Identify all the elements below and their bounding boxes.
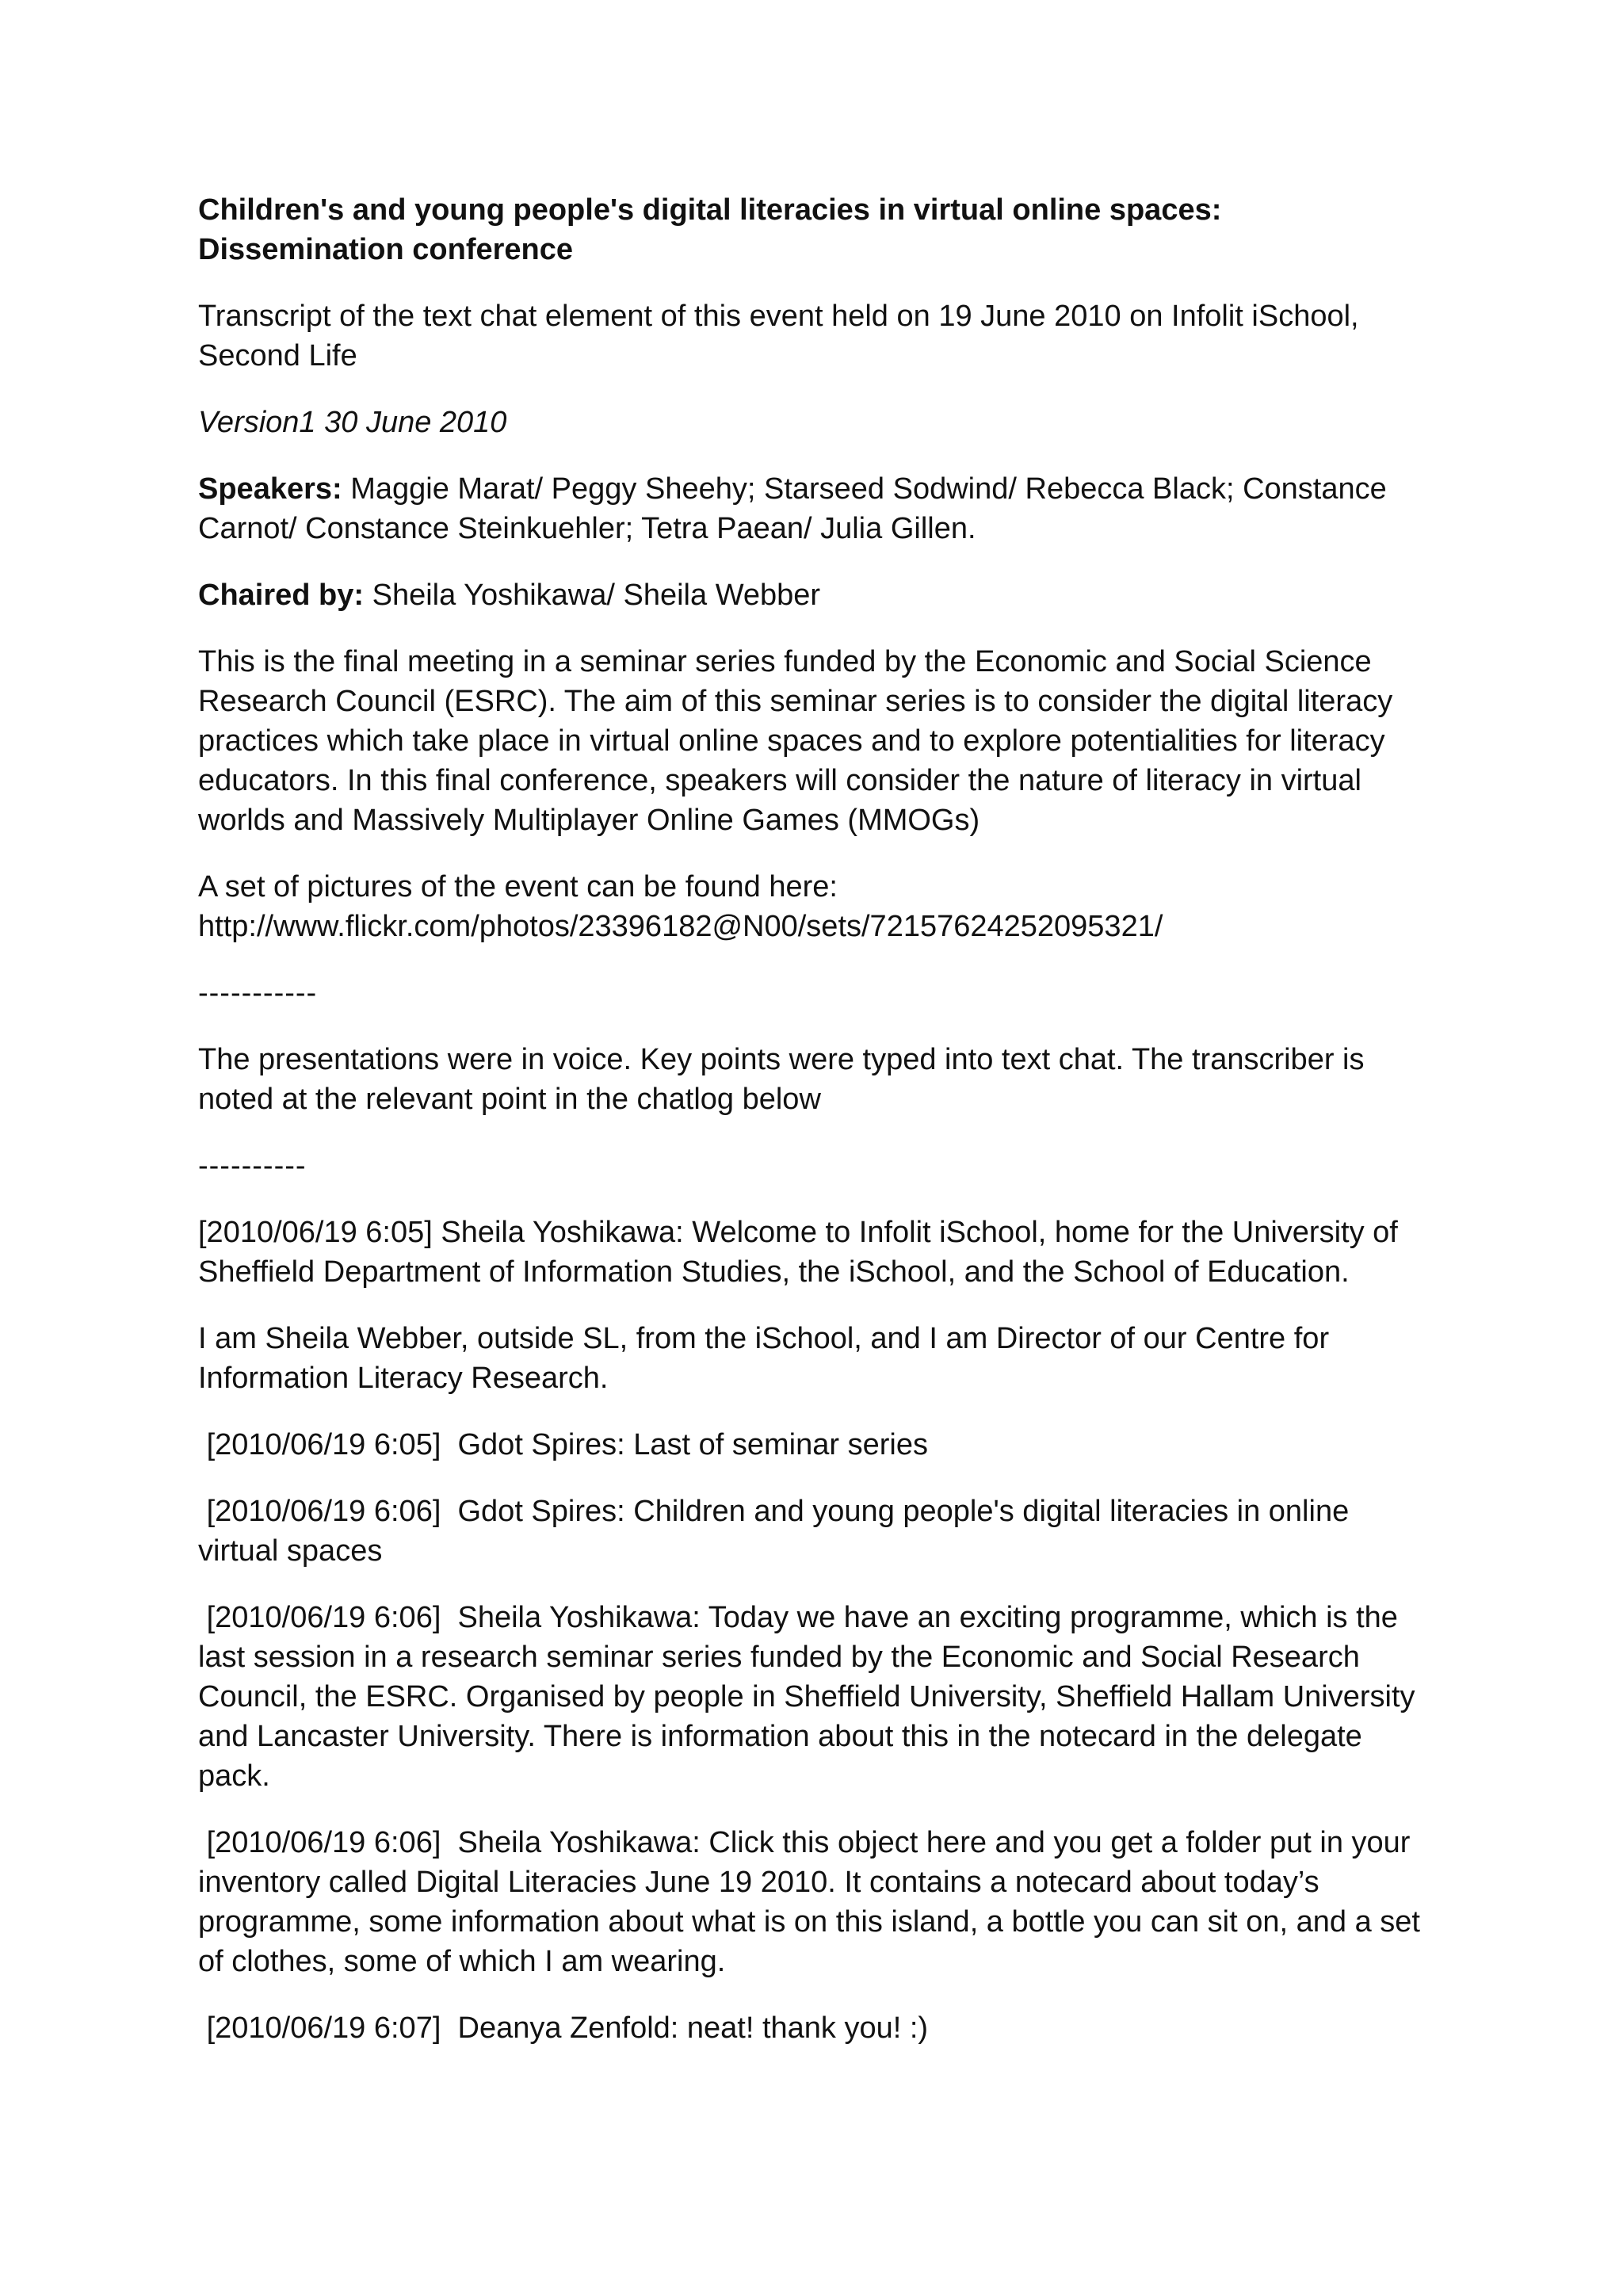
speakers-paragraph [198, 469, 1434, 548]
transcriber-note: The presentations were in voice. Key points were typed into text chat. The transcriber is noted at the relevant point in the chatlog below [198, 1043, 1365, 1116]
chat-entry-1: [2010/06/19 6:05] Sheila Yoshikawa: Welcome to Infolit iSchool, home for the University of Sheffield Department of Information Studies, the iSchool, and the School of Education. [198, 1216, 1398, 1289]
document-title [198, 190, 1434, 269]
chat-entry-5: [2010/06/19 6:06] Sheila Yoshikawa: Today we have an exciting programme, which is the last session in a research seminar series funded by the Economic and Social Research Council, the ESRC. Organised by people in Sheffield University, Sheffield Hallam University and Lancaster University. There is information about this in the notecard in the delegate pack. [198, 1601, 1424, 1793]
document-page [198, 190, 1434, 2075]
title-line-1: Children's and young people's digital literacies in virtual online spaces: [198, 193, 1222, 227]
speakers-text: Maggie Marat/ Peggy Sheehy; Starseed Sodwind/ Rebecca Black; Constance Carnot/ Constance Steinkuehler; Tetra Paean/ Julia Gillen. [198, 472, 1387, 545]
chaired-label: Chaired by: [198, 579, 365, 612]
chaired-text: Sheila Yoshikawa/ Sheila Webber [364, 579, 821, 612]
chaired-paragraph [198, 575, 1434, 615]
pictures-text: A set of pictures of the event can be found here: [198, 870, 838, 904]
chat-entry-7: [2010/06/19 6:07] Deanya Zenfold: neat! thank you! :) [198, 2011, 929, 2045]
separator-2: ---------- [198, 1149, 307, 1182]
speakers-label: Speakers: [198, 472, 342, 506]
chat-entry-3: [2010/06/19 6:05] Gdot Spires: Last of seminar series [198, 1428, 928, 1461]
chat-entry-4: [2010/06/19 6:06] Gdot Spires: Children and young people's digital literacies in online virtual spaces [198, 1495, 1358, 1568]
separator-1: ----------- [198, 976, 318, 1010]
chat-entry-6: [2010/06/19 6:06] Sheila Yoshikawa: Click this object here and you get a folder put in your inventory called Digital Literacies June 19 2010. It contains a notecard about today’s programme, some information about what is on this island, a bottle you can sit on, and a set of clothes, some of which I am wearing. [198, 1826, 1429, 1978]
pictures-paragraph [198, 867, 1434, 946]
transcript-description: Transcript of the text chat element of this event held on 19 June 2010 on Infolit iSchool, Second Life [198, 300, 1359, 372]
pictures-link[interactable]: http://www.flickr.com/photos/23396182@N00/sets/72157624252095321/ [198, 910, 1163, 943]
version-line: Version1 30 June 2010 [198, 406, 507, 439]
chat-entry-2: I am Sheila Webber, outside SL, from the iSchool, and I am Director of our Centre for Information Literacy Research. [198, 1322, 1330, 1395]
intro-paragraph: This is the final meeting in a seminar series funded by the Economic and Social Science Research Council (ESRC). The aim of this seminar series is to consider the digital literacy practices which take place in virtual online spaces and to explore potentialities for literacy educators. In this final conference, speakers will consider the nature of literacy in virtual worlds and Massively Multiplayer Online Games (MMOGs) [198, 645, 1393, 837]
title-line-2: Dissemination conference [198, 233, 574, 266]
